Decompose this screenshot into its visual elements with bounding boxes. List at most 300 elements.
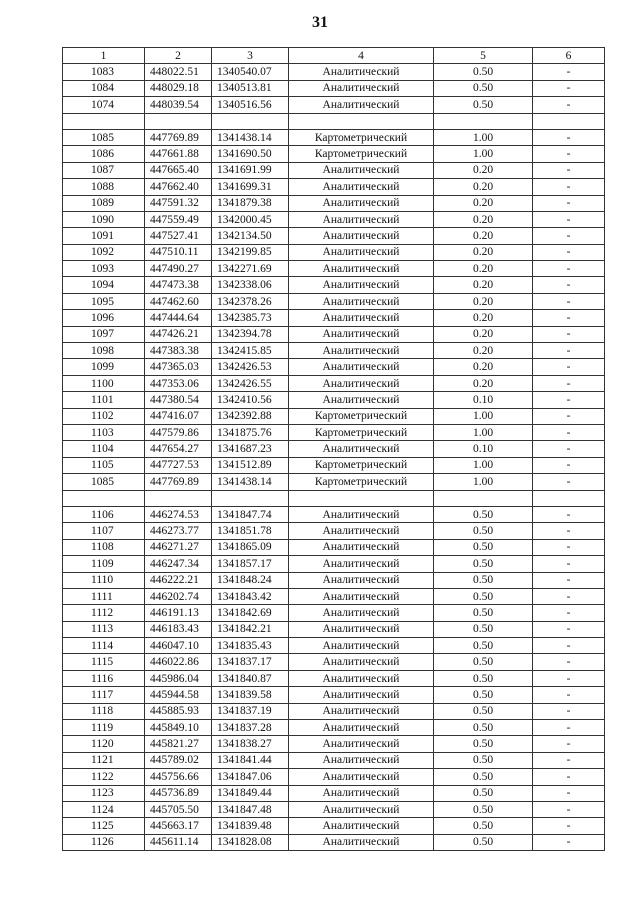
accuracy-cell: [434, 113, 533, 129]
table-row: [63, 572, 605, 588]
note-cell: -: [533, 703, 605, 719]
accuracy-cell: 0.50: [434, 752, 533, 768]
y-coordinate-cell: 1341838.27: [212, 736, 289, 752]
y-coordinate-cell: 1341840.87: [212, 670, 289, 686]
x-coordinate-cell: 445849.10: [145, 720, 212, 736]
table-header-row: [63, 48, 605, 64]
note-cell: -: [533, 424, 605, 440]
table-row: [63, 818, 605, 834]
y-coordinate-cell: 1341847.06: [212, 769, 289, 785]
method-cell: Аналитический: [289, 293, 434, 309]
table-row: [63, 752, 605, 768]
point-number-cell: 1121: [63, 752, 145, 768]
table-row: [63, 523, 605, 539]
accuracy-cell: 0.50: [434, 80, 533, 96]
accuracy-cell: 0.20: [434, 343, 533, 359]
point-number-cell: 1084: [63, 80, 145, 96]
table-row: [63, 244, 605, 260]
y-coordinate-cell: 1342199.85: [212, 244, 289, 260]
method-cell: Аналитический: [289, 244, 434, 260]
accuracy-cell: 0.20: [434, 310, 533, 326]
y-coordinate-cell: [212, 113, 289, 129]
table-row: [63, 392, 605, 408]
point-number-cell: 1118: [63, 703, 145, 719]
x-coordinate-cell: [145, 113, 212, 129]
point-number-cell: 1110: [63, 572, 145, 588]
point-number-cell: 1103: [63, 424, 145, 440]
note-cell: -: [533, 801, 605, 817]
method-cell: Аналитический: [289, 359, 434, 375]
method-cell: Аналитический: [289, 506, 434, 522]
method-cell: Картометрический: [289, 129, 434, 145]
x-coordinate-cell: 445789.02: [145, 752, 212, 768]
point-number-cell: 1111: [63, 588, 145, 604]
method-cell: Аналитический: [289, 80, 434, 96]
y-coordinate-cell: 1342415.85: [212, 343, 289, 359]
note-cell: [533, 490, 605, 506]
accuracy-cell: 0.50: [434, 506, 533, 522]
table-row: [63, 490, 605, 506]
x-coordinate-cell: 448039.54: [145, 97, 212, 113]
accuracy-cell: 1.00: [434, 474, 533, 490]
point-number-cell: 1109: [63, 556, 145, 572]
x-coordinate-cell: 445944.58: [145, 687, 212, 703]
column-header: 2: [145, 48, 212, 64]
method-cell: Аналитический: [289, 785, 434, 801]
accuracy-cell: 0.50: [434, 539, 533, 555]
note-cell: -: [533, 654, 605, 670]
point-number-cell: 1100: [63, 375, 145, 391]
y-coordinate-cell: 1341839.48: [212, 818, 289, 834]
x-coordinate-cell: 447365.03: [145, 359, 212, 375]
table-row: [63, 801, 605, 817]
note-cell: -: [533, 523, 605, 539]
accuracy-cell: 0.50: [434, 523, 533, 539]
y-coordinate-cell: 1341879.38: [212, 195, 289, 211]
table-row: [63, 638, 605, 654]
y-coordinate-cell: 1341847.48: [212, 801, 289, 817]
x-coordinate-cell: 445885.93: [145, 703, 212, 719]
accuracy-cell: 1.00: [434, 146, 533, 162]
method-cell: Аналитический: [289, 769, 434, 785]
point-number-cell: 1087: [63, 162, 145, 178]
method-cell: Аналитический: [289, 736, 434, 752]
y-coordinate-cell: 1341865.09: [212, 539, 289, 555]
note-cell: -: [533, 375, 605, 391]
y-coordinate-cell: 1341512.89: [212, 457, 289, 473]
note-cell: -: [533, 736, 605, 752]
point-number-cell: 1123: [63, 785, 145, 801]
method-cell: Аналитический: [289, 818, 434, 834]
x-coordinate-cell: 446274.53: [145, 506, 212, 522]
x-coordinate-cell: 447579.86: [145, 424, 212, 440]
point-number-cell: 1120: [63, 736, 145, 752]
x-coordinate-cell: 445705.50: [145, 801, 212, 817]
table-row: [63, 720, 605, 736]
note-cell: -: [533, 408, 605, 424]
method-cell: Аналитический: [289, 211, 434, 227]
y-coordinate-cell: 1342378.26: [212, 293, 289, 309]
x-coordinate-cell: 447444.64: [145, 310, 212, 326]
x-coordinate-cell: 445663.17: [145, 818, 212, 834]
y-coordinate-cell: 1342410.56: [212, 392, 289, 408]
note-cell: -: [533, 752, 605, 768]
method-cell: Аналитический: [289, 179, 434, 195]
x-coordinate-cell: 447727.53: [145, 457, 212, 473]
note-cell: -: [533, 277, 605, 293]
note-cell: -: [533, 605, 605, 621]
x-coordinate-cell: 445756.66: [145, 769, 212, 785]
table-row: [63, 457, 605, 473]
x-coordinate-cell: 445986.04: [145, 670, 212, 686]
note-cell: -: [533, 556, 605, 572]
accuracy-cell: 1.00: [434, 129, 533, 145]
note-cell: -: [533, 392, 605, 408]
table-row: [63, 621, 605, 637]
method-cell: Аналитический: [289, 195, 434, 211]
point-number-cell: 1124: [63, 801, 145, 817]
note-cell: -: [533, 687, 605, 703]
point-number-cell: 1101: [63, 392, 145, 408]
method-cell: Аналитический: [289, 228, 434, 244]
table-row: [63, 146, 605, 162]
note-cell: -: [533, 588, 605, 604]
point-number-cell: 1104: [63, 441, 145, 457]
method-cell: Аналитический: [289, 162, 434, 178]
method-cell: Аналитический: [289, 834, 434, 850]
accuracy-cell: 0.20: [434, 228, 533, 244]
note-cell: -: [533, 326, 605, 342]
note-cell: -: [533, 769, 605, 785]
y-coordinate-cell: 1341690.50: [212, 146, 289, 162]
point-number-cell: 1089: [63, 195, 145, 211]
x-coordinate-cell: 445736.89: [145, 785, 212, 801]
accuracy-cell: 0.50: [434, 801, 533, 817]
note-cell: -: [533, 621, 605, 637]
point-number-cell: 1098: [63, 343, 145, 359]
point-number-cell: 1102: [63, 408, 145, 424]
y-coordinate-cell: 1341691.99: [212, 162, 289, 178]
table-row: [63, 605, 605, 621]
y-coordinate-cell: 1341837.19: [212, 703, 289, 719]
note-cell: -: [533, 834, 605, 850]
table-row: [63, 556, 605, 572]
table-row: [63, 375, 605, 391]
table-row: [63, 359, 605, 375]
table-row: [63, 195, 605, 211]
accuracy-cell: 0.20: [434, 326, 533, 342]
method-cell: Картометрический: [289, 408, 434, 424]
table-row: [63, 97, 605, 113]
note-cell: -: [533, 211, 605, 227]
method-cell: [289, 113, 434, 129]
y-coordinate-cell: 1341828.08: [212, 834, 289, 850]
x-coordinate-cell: 447380.54: [145, 392, 212, 408]
note-cell: -: [533, 359, 605, 375]
note-cell: [533, 113, 605, 129]
table-row: [63, 326, 605, 342]
y-coordinate-cell: 1342426.55: [212, 375, 289, 391]
table-row: [63, 228, 605, 244]
method-cell: Аналитический: [289, 310, 434, 326]
method-cell: Аналитический: [289, 392, 434, 408]
y-coordinate-cell: 1342338.06: [212, 277, 289, 293]
y-coordinate-cell: 1341839.58: [212, 687, 289, 703]
accuracy-cell: 0.50: [434, 670, 533, 686]
accuracy-cell: 0.20: [434, 211, 533, 227]
accuracy-cell: 1.00: [434, 457, 533, 473]
table-row: [63, 162, 605, 178]
table-row: [63, 64, 605, 80]
accuracy-cell: 0.50: [434, 769, 533, 785]
point-number-cell: 1090: [63, 211, 145, 227]
method-cell: Аналитический: [289, 588, 434, 604]
y-coordinate-cell: 1342426.53: [212, 359, 289, 375]
x-coordinate-cell: 448029.18: [145, 80, 212, 96]
y-coordinate-cell: 1341438.14: [212, 129, 289, 145]
note-cell: -: [533, 261, 605, 277]
point-number-cell: 1097: [63, 326, 145, 342]
note-cell: -: [533, 64, 605, 80]
note-cell: -: [533, 818, 605, 834]
accuracy-cell: 0.20: [434, 277, 533, 293]
accuracy-cell: 0.10: [434, 441, 533, 457]
y-coordinate-cell: 1341837.28: [212, 720, 289, 736]
point-number-cell: 1096: [63, 310, 145, 326]
point-number-cell: 1085: [63, 129, 145, 145]
note-cell: -: [533, 638, 605, 654]
accuracy-cell: 0.20: [434, 195, 533, 211]
y-coordinate-cell: 1341843.42: [212, 588, 289, 604]
note-cell: -: [533, 129, 605, 145]
x-coordinate-cell: 446271.27: [145, 539, 212, 555]
note-cell: -: [533, 474, 605, 490]
x-coordinate-cell: 447662.40: [145, 179, 212, 195]
point-number-cell: 1091: [63, 228, 145, 244]
method-cell: Аналитический: [289, 605, 434, 621]
point-number-cell: 1125: [63, 818, 145, 834]
point-number-cell: 1106: [63, 506, 145, 522]
point-number-cell: 1105: [63, 457, 145, 473]
y-coordinate-cell: 1342000.45: [212, 211, 289, 227]
x-coordinate-cell: 447510.11: [145, 244, 212, 260]
table-row: [63, 343, 605, 359]
method-cell: Аналитический: [289, 523, 434, 539]
note-cell: -: [533, 457, 605, 473]
x-coordinate-cell: 447665.40: [145, 162, 212, 178]
table-row: [63, 670, 605, 686]
x-coordinate-cell: 447462.60: [145, 293, 212, 309]
method-cell: Аналитический: [289, 720, 434, 736]
method-cell: Картометрический: [289, 474, 434, 490]
table-body: [63, 64, 605, 851]
note-cell: -: [533, 506, 605, 522]
y-coordinate-cell: 1342392.88: [212, 408, 289, 424]
note-cell: -: [533, 244, 605, 260]
accuracy-cell: 0.20: [434, 179, 533, 195]
accuracy-cell: 0.50: [434, 621, 533, 637]
x-coordinate-cell: 445821.27: [145, 736, 212, 752]
method-cell: Картометрический: [289, 457, 434, 473]
y-coordinate-cell: 1341699.31: [212, 179, 289, 195]
y-coordinate-cell: 1341857.17: [212, 556, 289, 572]
y-coordinate-cell: 1341837.17: [212, 654, 289, 670]
y-coordinate-cell: 1342271.69: [212, 261, 289, 277]
note-cell: -: [533, 441, 605, 457]
x-coordinate-cell: 447559.49: [145, 211, 212, 227]
method-cell: Аналитический: [289, 343, 434, 359]
x-coordinate-cell: 447473.38: [145, 277, 212, 293]
table-row: [63, 424, 605, 440]
point-number-cell: 1083: [63, 64, 145, 80]
x-coordinate-cell: [145, 490, 212, 506]
x-coordinate-cell: 447769.89: [145, 474, 212, 490]
point-number-cell: 1093: [63, 261, 145, 277]
table-row: [63, 736, 605, 752]
point-number-cell: 1117: [63, 687, 145, 703]
point-number-cell: 1112: [63, 605, 145, 621]
table-row: [63, 441, 605, 457]
table-row: [63, 687, 605, 703]
table-row: [63, 80, 605, 96]
point-number-cell: 1099: [63, 359, 145, 375]
table-row: [63, 113, 605, 129]
y-coordinate-cell: 1341851.78: [212, 523, 289, 539]
x-coordinate-cell: 447769.89: [145, 129, 212, 145]
accuracy-cell: 0.50: [434, 818, 533, 834]
x-coordinate-cell: 446183.43: [145, 621, 212, 637]
accuracy-cell: 0.50: [434, 588, 533, 604]
note-cell: -: [533, 310, 605, 326]
point-number-cell: 1088: [63, 179, 145, 195]
column-header: 3: [212, 48, 289, 64]
column-header: 4: [289, 48, 434, 64]
y-coordinate-cell: 1341842.21: [212, 621, 289, 637]
y-coordinate-cell: 1341687.23: [212, 441, 289, 457]
y-coordinate-cell: 1342385.73: [212, 310, 289, 326]
table-row: [63, 588, 605, 604]
x-coordinate-cell: 446247.34: [145, 556, 212, 572]
x-coordinate-cell: 447661.88: [145, 146, 212, 162]
note-cell: -: [533, 539, 605, 555]
method-cell: Аналитический: [289, 621, 434, 637]
column-header: 6: [533, 48, 605, 64]
point-number-cell: [63, 490, 145, 506]
y-coordinate-cell: 1340540.07: [212, 64, 289, 80]
table-row: [63, 129, 605, 145]
y-coordinate-cell: 1341875.76: [212, 424, 289, 440]
note-cell: -: [533, 572, 605, 588]
method-cell: Аналитический: [289, 97, 434, 113]
accuracy-cell: 1.00: [434, 424, 533, 440]
x-coordinate-cell: 447654.27: [145, 441, 212, 457]
accuracy-cell: 0.50: [434, 97, 533, 113]
point-number-cell: 1115: [63, 654, 145, 670]
note-cell: -: [533, 720, 605, 736]
accuracy-cell: 0.50: [434, 638, 533, 654]
accuracy-cell: 0.20: [434, 244, 533, 260]
note-cell: -: [533, 97, 605, 113]
point-number-cell: 1116: [63, 670, 145, 686]
table-row: [63, 277, 605, 293]
x-coordinate-cell: 448022.51: [145, 64, 212, 80]
table-row: [63, 769, 605, 785]
table-row: [63, 539, 605, 555]
x-coordinate-cell: 446273.77: [145, 523, 212, 539]
table-row: [63, 834, 605, 850]
y-coordinate-cell: [212, 490, 289, 506]
point-number-cell: 1092: [63, 244, 145, 260]
point-number-cell: 1108: [63, 539, 145, 555]
note-cell: -: [533, 146, 605, 162]
table-row: [63, 506, 605, 522]
accuracy-cell: 0.50: [434, 834, 533, 850]
method-cell: Аналитический: [289, 670, 434, 686]
table-row: [63, 261, 605, 277]
table-row: [63, 310, 605, 326]
table-row: [63, 179, 605, 195]
note-cell: -: [533, 195, 605, 211]
method-cell: Аналитический: [289, 687, 434, 703]
y-coordinate-cell: 1341841.44: [212, 752, 289, 768]
y-coordinate-cell: 1341848.24: [212, 572, 289, 588]
point-number-cell: 1085: [63, 474, 145, 490]
coordinates-table: [62, 47, 605, 851]
point-number-cell: 1107: [63, 523, 145, 539]
accuracy-cell: 0.20: [434, 359, 533, 375]
accuracy-cell: 0.10: [434, 392, 533, 408]
point-number-cell: 1126: [63, 834, 145, 850]
table-row: [63, 785, 605, 801]
note-cell: -: [533, 162, 605, 178]
x-coordinate-cell: 447527.41: [145, 228, 212, 244]
y-coordinate-cell: 1341438.14: [212, 474, 289, 490]
y-coordinate-cell: 1341847.74: [212, 506, 289, 522]
point-number-cell: 1113: [63, 621, 145, 637]
method-cell: Аналитический: [289, 326, 434, 342]
accuracy-cell: 0.20: [434, 261, 533, 277]
x-coordinate-cell: 447490.27: [145, 261, 212, 277]
note-cell: -: [533, 785, 605, 801]
accuracy-cell: 0.20: [434, 162, 533, 178]
method-cell: Аналитический: [289, 539, 434, 555]
method-cell: Аналитический: [289, 556, 434, 572]
point-number-cell: 1094: [63, 277, 145, 293]
x-coordinate-cell: 446191.13: [145, 605, 212, 621]
note-cell: -: [533, 670, 605, 686]
table-row: [63, 408, 605, 424]
x-coordinate-cell: 445611.14: [145, 834, 212, 850]
y-coordinate-cell: 1341835.43: [212, 638, 289, 654]
note-cell: -: [533, 343, 605, 359]
note-cell: -: [533, 80, 605, 96]
point-number-cell: 1074: [63, 97, 145, 113]
y-coordinate-cell: 1340516.56: [212, 97, 289, 113]
method-cell: Аналитический: [289, 801, 434, 817]
y-coordinate-cell: 1340513.81: [212, 80, 289, 96]
table-row: [63, 703, 605, 719]
accuracy-cell: 0.50: [434, 654, 533, 670]
y-coordinate-cell: 1341842.69: [212, 605, 289, 621]
page-number: 31: [312, 14, 328, 31]
y-coordinate-cell: 1342394.78: [212, 326, 289, 342]
point-number-cell: 1122: [63, 769, 145, 785]
x-coordinate-cell: 447353.06: [145, 375, 212, 391]
accuracy-cell: 0.50: [434, 703, 533, 719]
method-cell: Картометрический: [289, 146, 434, 162]
x-coordinate-cell: 447591.32: [145, 195, 212, 211]
x-coordinate-cell: 446202.74: [145, 588, 212, 604]
